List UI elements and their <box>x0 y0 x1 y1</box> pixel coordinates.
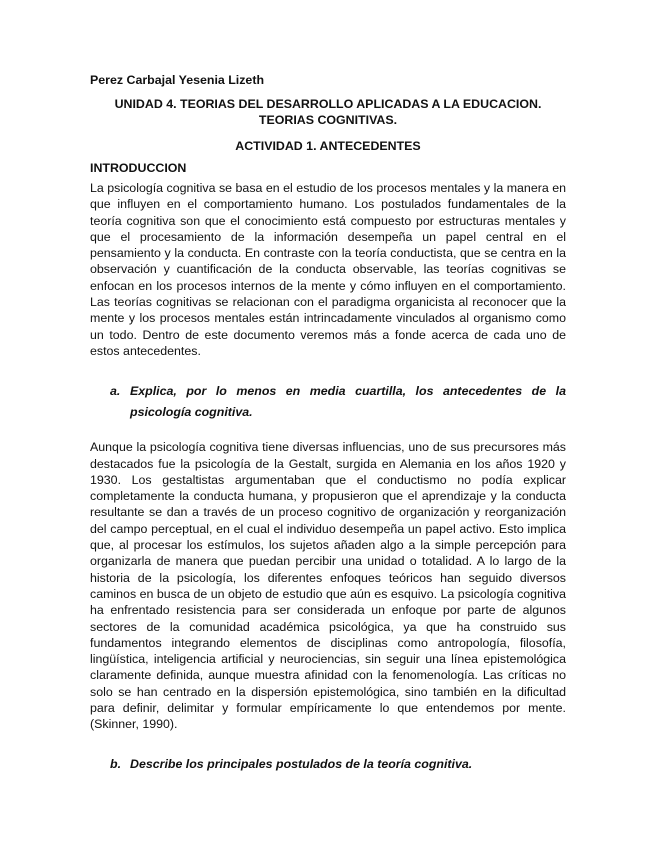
question-a-letter: a. <box>110 384 121 399</box>
question-b-text: Describe los principales postulados de la teoría cognitiva. <box>130 756 473 771</box>
answer-a-paragraph: Aunque la psicología cognitiva tiene diversas influencias, uno de sus precursores más destacados fue la psicología de la Gestalt, surgida en Alemania en los años 1920 y 1930. Los gestaltistas argumentaban que el conductismo no podía explicar completamente la conducta humana, y propusieron que el aprendizaje y la conducta resultante se dan a través de un proceso cognitivo de organización y reorganización del campo perceptual, en el cual el individuo desempeña un papel activo. Esto implica que, al procesar los estímulos, los sujetos añaden algo a la simple percepción para organizarla de manera que puedan percibir una unidad o totalidad. A lo largo de la historia de la psicología, los diferentes enfoques teóricos han seguido diversos caminos en busca de un objeto de estudio que aún es esquivo. La psicología cognitiva ha enfrentado resistencia para ser considerada un enfoque por parte de algunos sectores de la comunidad académica psicológica, ya que ha construido sus fundamentos integrando elementos de disciplinas como antropología, filosofía, lingüística, inteligencia artificial y neurociencias, sin seguir una línea epistemológica claramente definida, aunque muestra afinidad con la fenomenología. Las críticas no solo se han centrado en la dispersión epistemológica, sino también en la dificultad para definir, delimitar y formular empíricamente lo que entendemos por mente. (Skinner, 1990). <box>90 440 566 732</box>
question-b-letter: b. <box>110 756 122 771</box>
unit-title <box>90 96 566 128</box>
author-name: Perez Carbajal Yesenia Lizeth <box>90 73 265 87</box>
intro-paragraph: La psicología cognitiva se basa en el estudio de los procesos mentales y la manera en que influyen en el comportamiento humano. Los postulados fundamentales de la teoría cognitiva son que el conocimiento está compuesto por estructuras mentales y que el procesamiento de la información desempeña un papel central en el pensamiento y la conducta. En contraste con la teoría conductista, que se centra en la observación y cuantificación de la conducta observable, las teorías cognitivas se enfocan en los procesos internos de la mente y cómo influyen en el comportamiento. Las teorías cognitivas se relacionan con el paradigma organicista al reconocer que la mente y los procesos mentales están intrincadamente vinculados al organismo como un todo. Dentro de este documento veremos más a fonde acerca de cada uno de estos antecedentes. <box>90 181 566 358</box>
intro-heading: INTRODUCCION <box>90 161 187 175</box>
unit-title-line2: TEORIAS COGNITIVAS. <box>258 113 398 127</box>
question-a <box>110 381 566 423</box>
question-b <box>110 754 566 775</box>
unit-title-line1: UNIDAD 4. TEORIAS DEL DESARROLLO APLICADAS A LA EDUCACION. <box>114 97 542 111</box>
question-a-text: Explica, por lo menos en media cuartilla, los antecedentes de la psicología cognitiva. <box>130 384 566 420</box>
activity-title: ACTIVIDAD 1. ANTECEDENTES <box>235 139 421 153</box>
document-page <box>90 72 566 775</box>
